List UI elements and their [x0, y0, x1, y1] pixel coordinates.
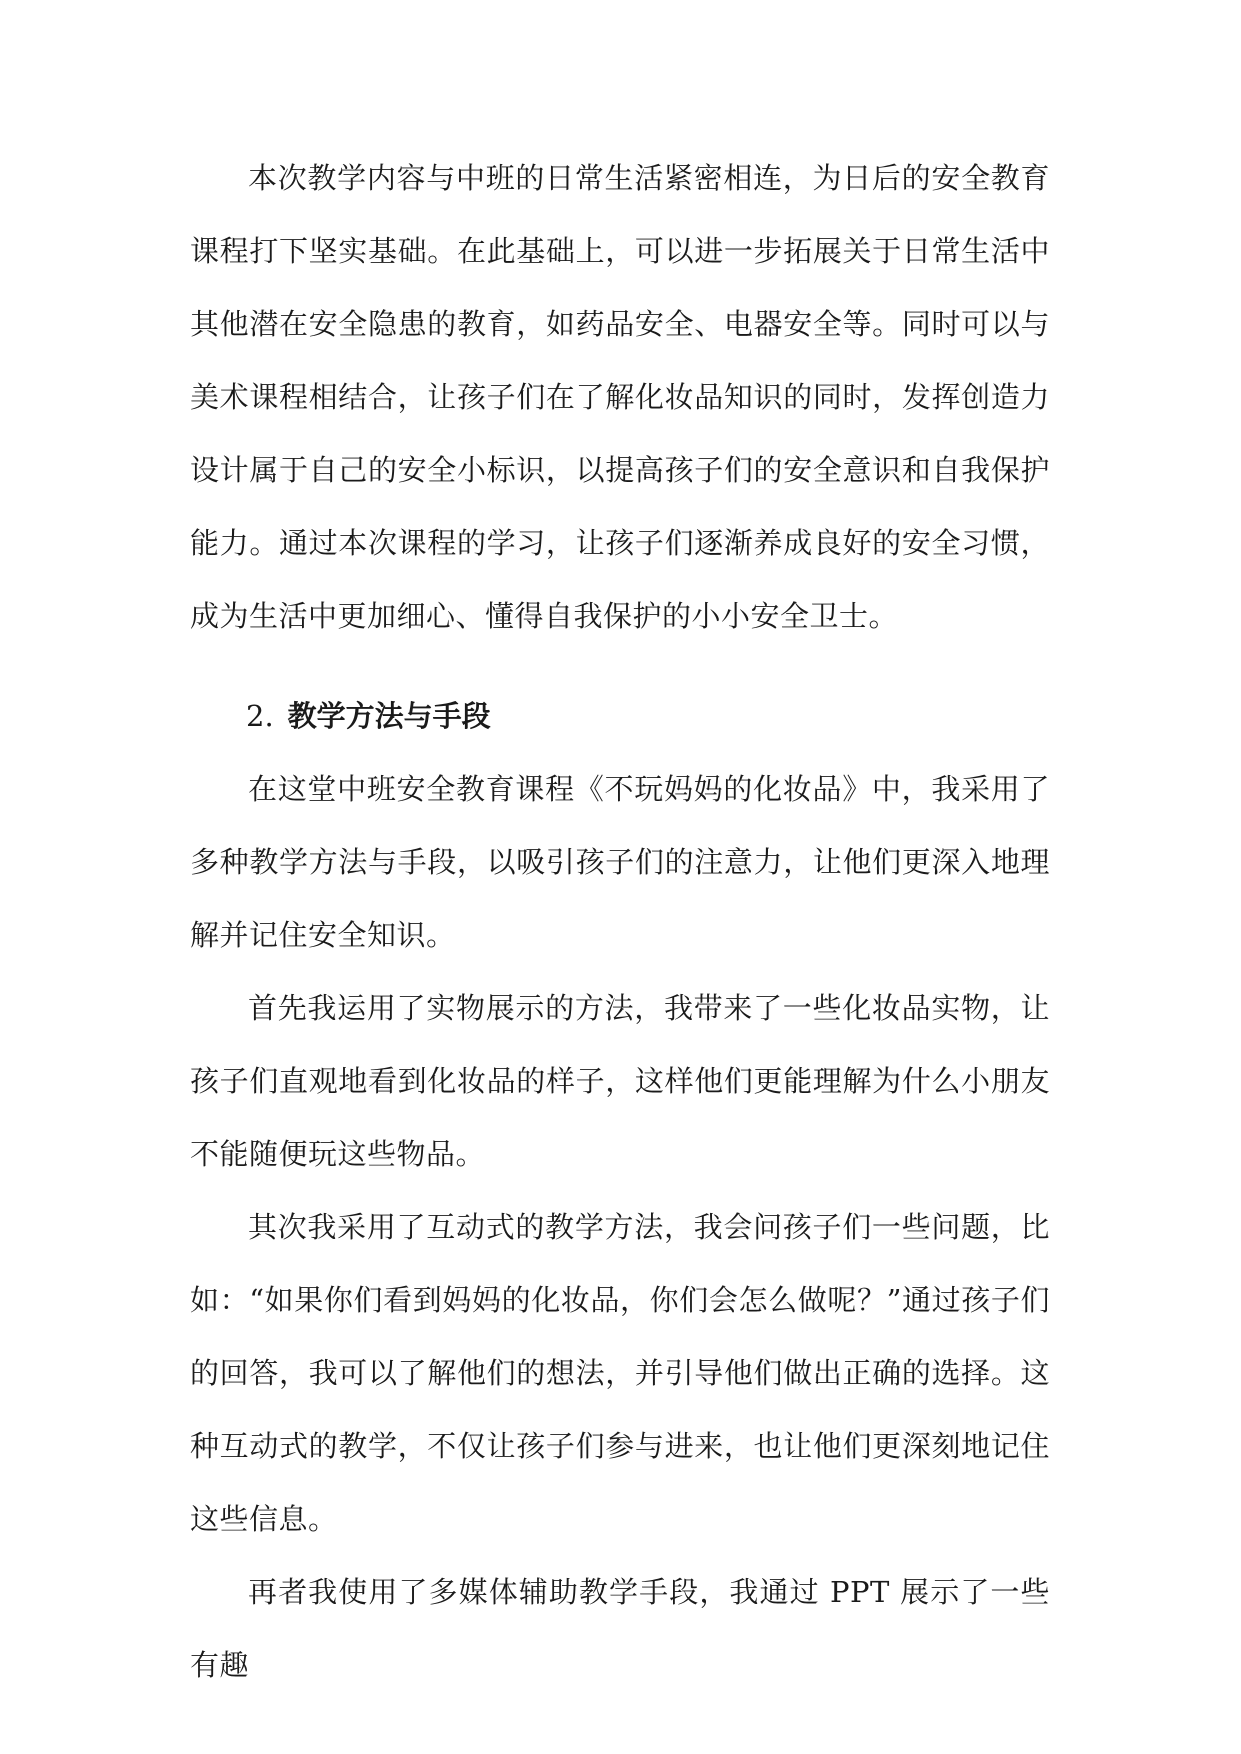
section-heading: [190, 680, 1050, 753]
section-title: 教学方法与手段: [287, 699, 491, 733]
body-paragraph: 其次我采用了互动式的教学方法，我会问孩子们一些问题，比如：“如果你们看到妈妈的化妆品，你们会怎么做呢？”通过孩子们的回答，我可以了解他们的想法，并引导他们做出正确的选择。这种互动式的教学，不仅让孩子们参与进来，也让他们更深刻地记住这些信息。: [190, 1210, 1050, 1536]
body-paragraph: 再者我使用了多媒体辅助教学手段，我通过 PPT 展示了一些有趣: [190, 1575, 1050, 1682]
body-paragraph: 在这堂中班安全教育课程《不玩妈妈的化妆品》中，我采用了多种教学方法与手段，以吸引孩子们的注意力，让他们更深入地理解并记住安全知识。: [190, 772, 1050, 952]
section-number: 2.: [246, 699, 274, 733]
body-paragraph: 本次教学内容与中班的日常生活紧密相连，为日后的安全教育课程打下坚实基础。在此基础上，可以进一步拓展关于日常生活中其他潜在安全隐患的教育，如药品安全、电器安全等。同时可以与美术课程相结合，让孩子们在了解化妆品知识的同时，发挥创造力设计属于自己的安全小标识，以提高孩子们的安全意识和自我保护能力。通过本次课程的学习，让孩子们逐渐养成良好的安全习惯，成为生活中更加细心、懂得自我保护的小小安全卫士。: [190, 161, 1050, 633]
body-paragraph: 首先我运用了实物展示的方法，我带来了一些化妆品实物，让孩子们直观地看到化妆品的样子，这样他们更能理解为什么小朋友不能随便玩这些物品。: [190, 991, 1050, 1171]
document-body: [190, 142, 1050, 1702]
